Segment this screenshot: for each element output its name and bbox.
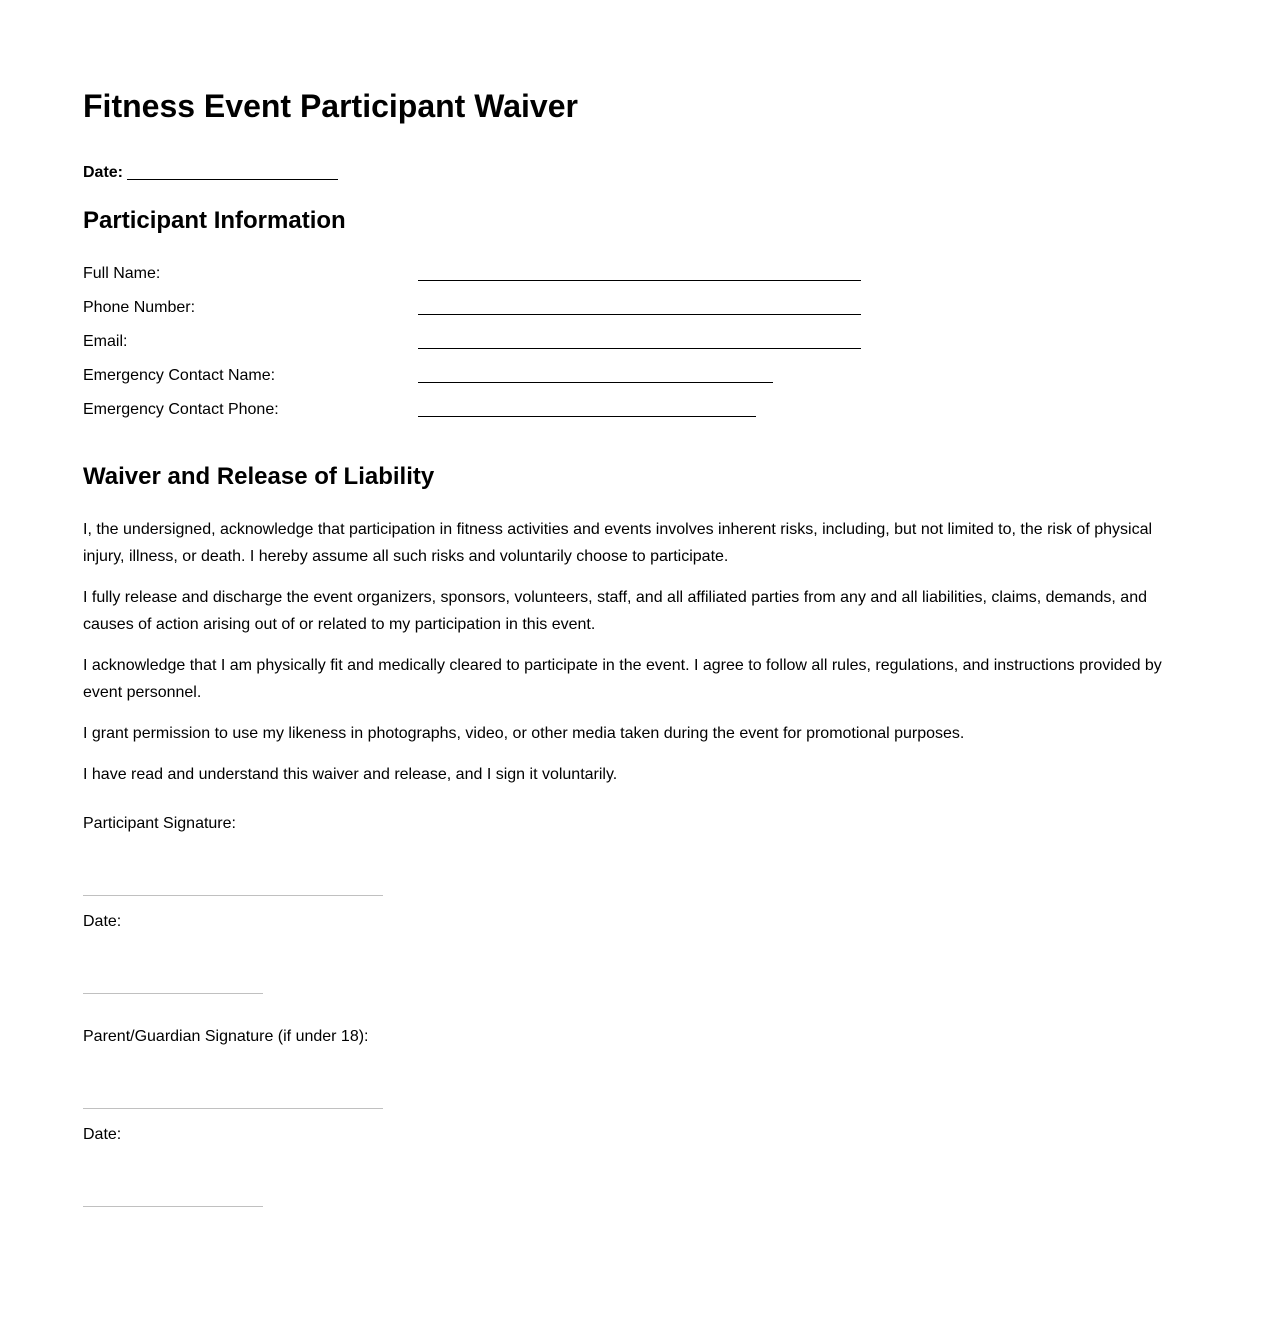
full-name-field-line[interactable] [418,264,861,281]
waiver-text-block [83,516,1180,788]
emergency-contact-name-field-line[interactable] [418,366,773,383]
waiver-heading: Waiver and Release of Liability [83,463,435,491]
form-row-full-name [83,264,1180,283]
emergency-contact-name-label: Emergency Contact Name: [83,367,276,385]
phone-number-label: Phone Number: [83,299,196,317]
document-title: Fitness Event Participant Waiver [83,88,578,124]
participant-info-form [83,264,1180,419]
form-row-emergency-contact-phone [83,400,1180,419]
form-row-phone-number [83,298,1180,317]
participant-signature-line[interactable] [83,846,383,896]
top-date-label: Date: [83,164,124,182]
waiver-paragraph-release: I fully release and discharge the event organizers, sponsors, volunteers, staff, and all affiliated parties from any and all liabilities, claims, demands, and causes of action arising out of or related to my participation in this event. [83,588,1147,633]
parent-date-label: Date: [83,1125,122,1143]
form-row-email [83,332,1180,351]
waiver-paragraph-fitness: I acknowledge that I am physically fit and medically cleared to participate in the event. I agree to follow all rules, regulations, and instructions provided by event personnel. [83,656,1162,701]
participant-date-line[interactable] [83,944,263,994]
waiver-paragraph-voluntary: I have read and understand this waiver and release, and I sign it voluntarily. [83,765,618,783]
waiver-paragraph-media: I grant permission to use my likeness in photographs, video, or other media taken during the event for promotional purposes. [83,724,965,742]
full-name-label: Full Name: [83,265,161,283]
waiver-paragraph-risks: I, the undersigned, acknowledge that participation in fitness activities and events involves inherent risks, including, but not limited to, the risk of physical injury, illness, or death. I hereby assume all such risks and voluntarily choose to participate. [83,520,1153,565]
form-row-emergency-contact-name [83,366,1180,385]
participant-date-label: Date: [83,912,122,930]
emergency-contact-phone-field-line[interactable] [418,400,756,417]
participant-signature-label: Participant Signature: [83,814,236,832]
participant-info-heading: Participant Information [83,207,346,235]
parent-date-line[interactable] [83,1157,263,1207]
phone-number-field-line[interactable] [418,298,861,315]
signature-section [83,814,1180,1207]
top-date-field-line[interactable] [127,166,338,180]
top-date-row [83,163,1180,182]
emergency-contact-phone-label: Emergency Contact Phone: [83,401,279,419]
email-field-line[interactable] [418,332,861,349]
email-label: Email: [83,333,128,351]
parent-signature-line[interactable] [83,1059,383,1109]
parent-signature-label: Parent/Guardian Signature (if under 18): [83,1027,369,1045]
